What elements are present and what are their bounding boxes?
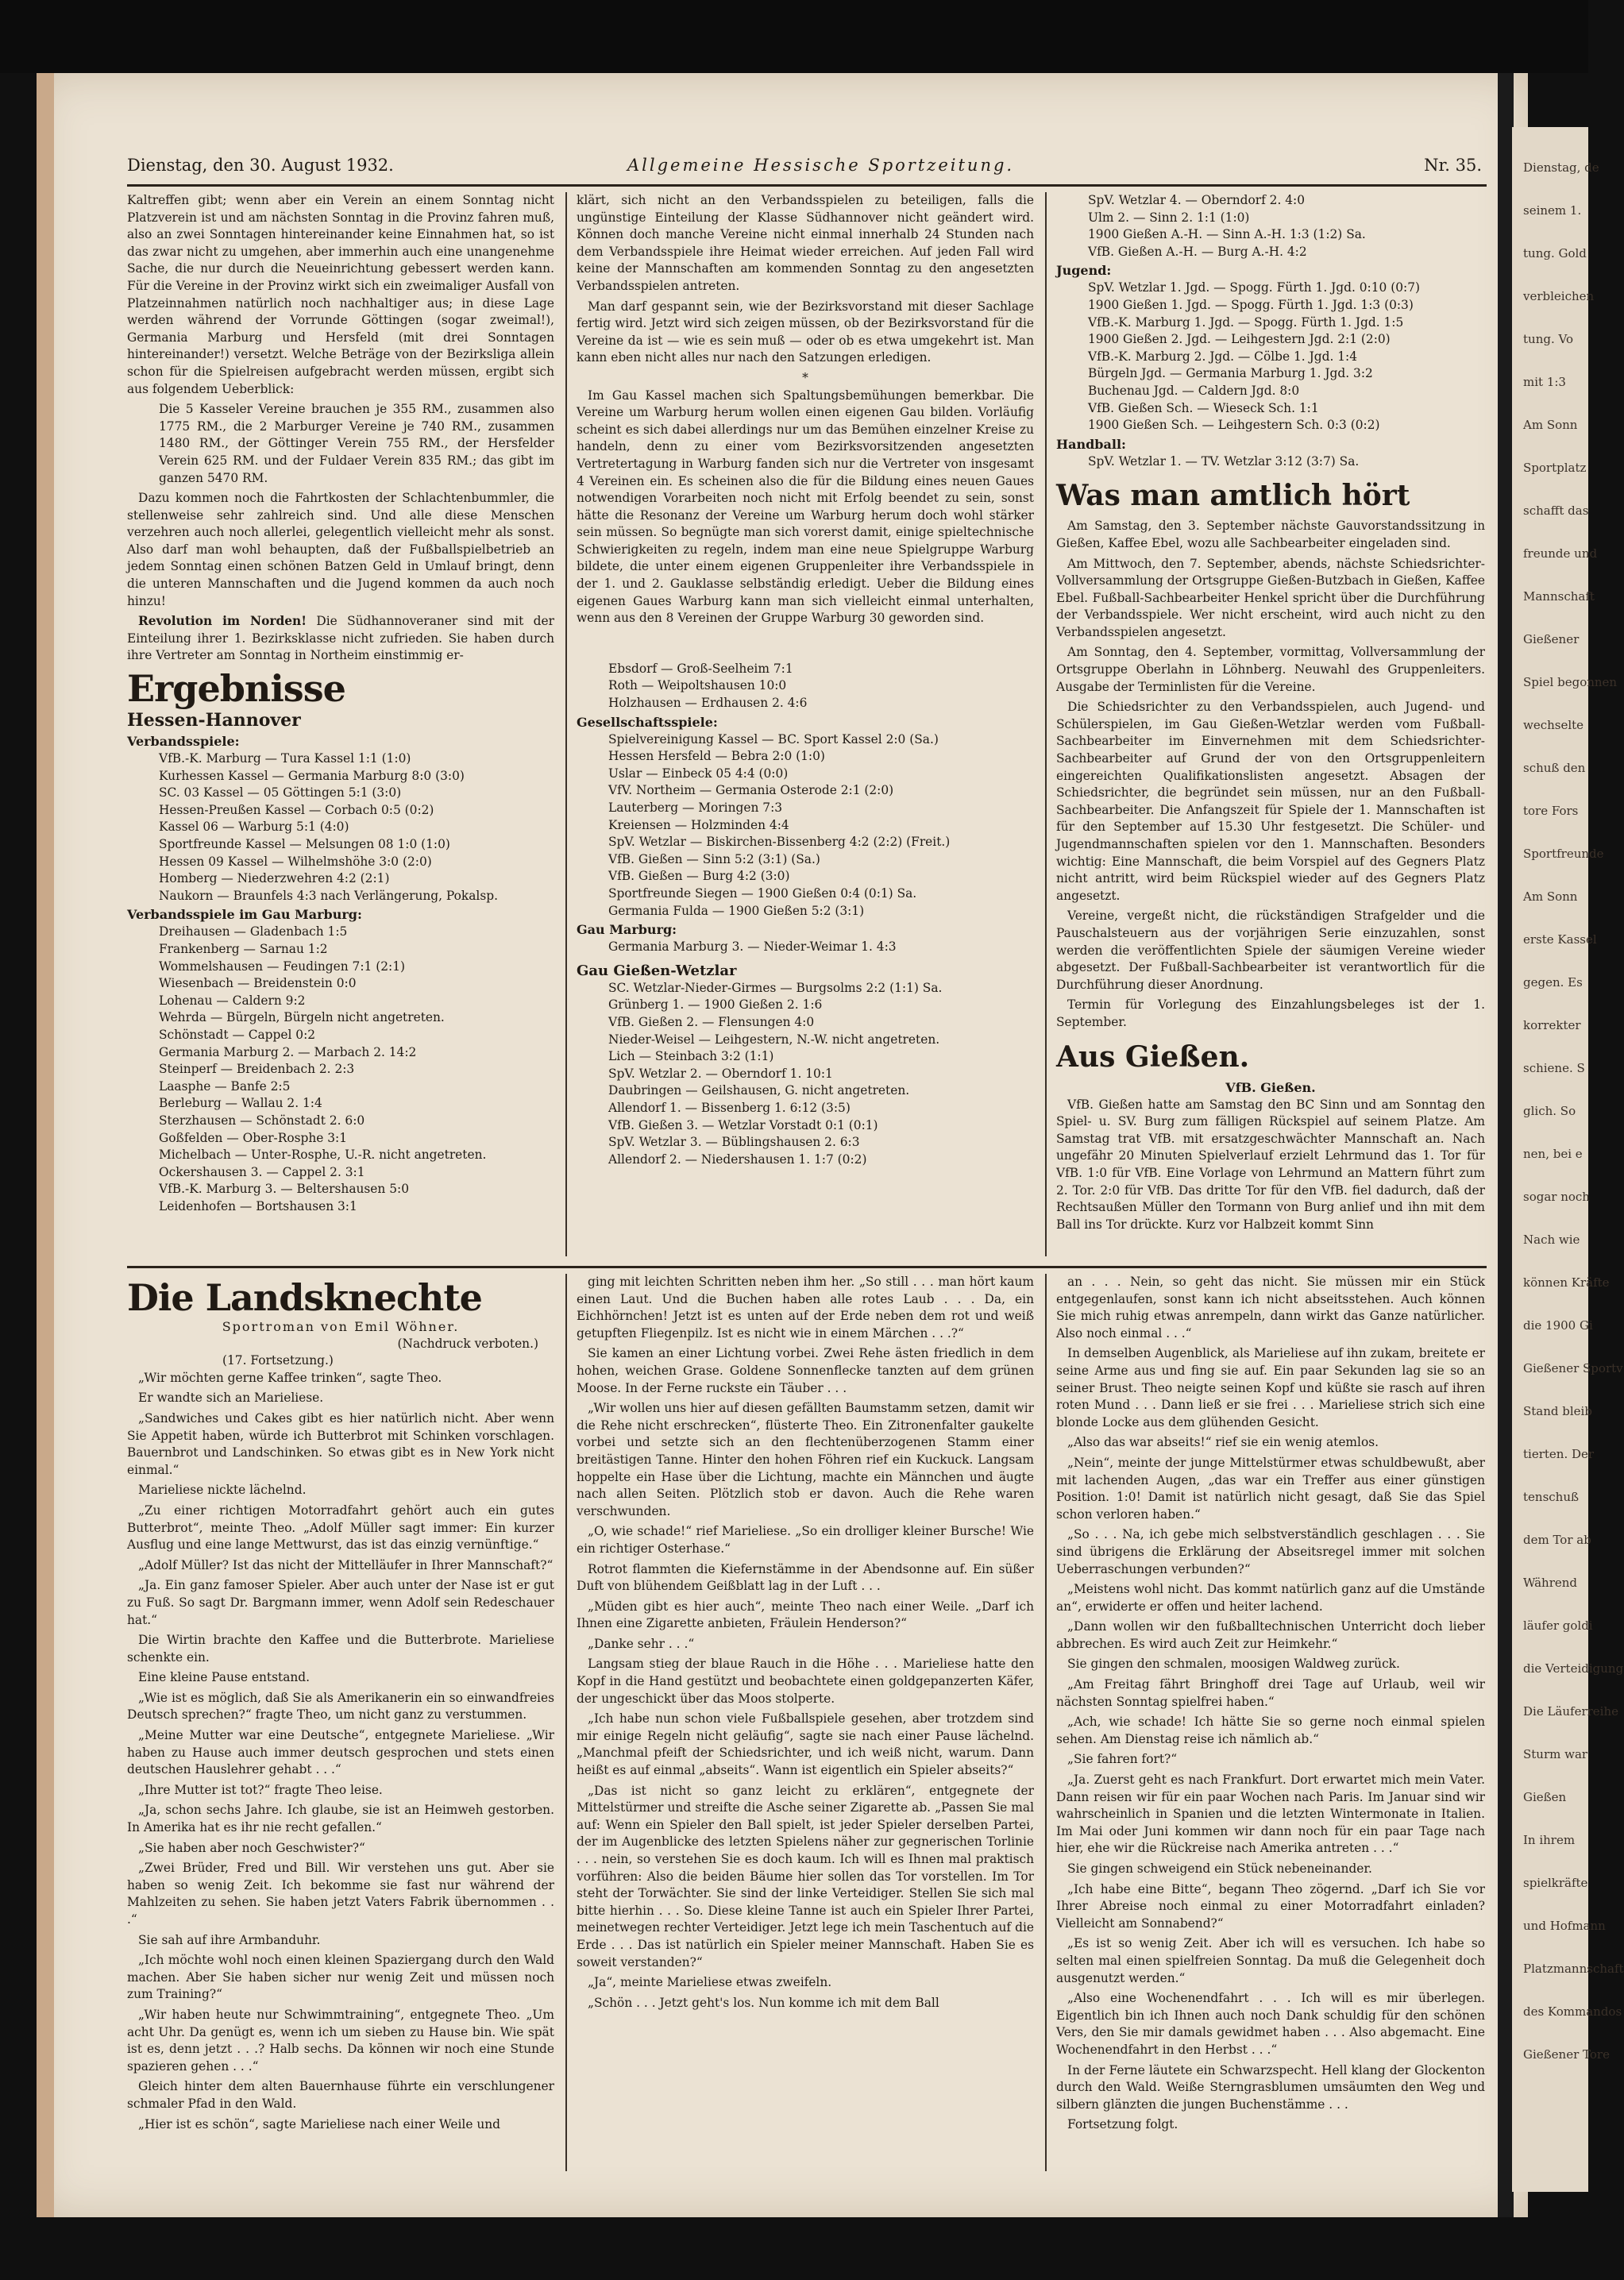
result-line: Sportfreunde Siegen — 1900 Gießen 0:4 (0:1) Sa. [608, 885, 917, 901]
novel-paragraph: „Ach, wie schade! Ich hätte Sie so gerne noch einmal spielen sehen. Am Dienstag reise ich nämlich ab.“ [1056, 1715, 1485, 1746]
novel-paragraph: „Am Freitag fährt Bringhoff drei Tage auf Urlaub, weil wir nächsten Sonntag spielfrei haben.“ [1056, 1677, 1485, 1709]
novel-paragraph: „Hier ist es schön“, sagte Marieliese nach einer Weile und [138, 2116, 501, 2131]
result-line: Uslar — Einbeck 05 4:4 (0:0) [608, 766, 789, 781]
novel-paragraph: „Wir haben heute nur Schwimmtraining“, entgegnete Theo. „Um acht Uhr. Da genügt es, wenn ich um sieben zu Hause bin. Wie spät ist es, denn jetzt . . .? Halb sechs. Da können wir noch eine Stunde spazieren gehen . . .“ [127, 2007, 554, 2074]
result-line: Wehrda — Bürgeln, Bürgeln nicht angetreten. [159, 1010, 445, 1025]
result-line: 1900 Gießen 2. Jgd. — Leihgestern Jgd. 2:1 (2:0) [1088, 332, 1391, 347]
result-line: Sportfreunde Kassel — Melsungen 08 1:0 (1:0) [159, 837, 450, 851]
novel-column-1 [127, 1274, 554, 2136]
results-subtitle: Hessen-Hannover [127, 710, 301, 731]
adjacent-page-line: tenschuß [1523, 1490, 1580, 1504]
paragraph-text: Die Südhannoveraner sind mit der Einteilung ihrer 1. Bezirksklasse nicht zufrieden. Sie haben durch ihre Vertreter am Sonntag in Northeim einstimmig er- [127, 614, 554, 663]
handball-list [1056, 453, 1485, 471]
result-line: Wiesenbach — Breidenstein 0:0 [159, 976, 357, 991]
adjacent-page-line: des Kommandos [1523, 2004, 1622, 2019]
article-paragraph: VfB. Gießen hatte am Samstag den BC Sinn und am Sonntag den Spiel- u. SV. Burg zum fälligen Rückspiel auf seinem Platze. Am Samstag trat VfB. mit ersatzgeschwächter Mannschaft an. Nach ungefähr 20 Minuten Spielverlauf erzielt Lehrmund das 1. Tor für VfB. 1:0 für VfB. Eine Vorlage von Lehrmund an Mattern führt zum 2. Tor. 2:0 für VfB. Das dritte Tor für den VfB. fiel dadurch, daß der Rechtsaußen Müller den Tormann von Burg anlief und ihn mit dem Ball ins Tor drückte. Kurz vor Halbzeit kommt Sinn [1056, 1097, 1485, 1232]
page-gutter [1498, 73, 1514, 2217]
gau-giessen-list [577, 980, 1034, 1169]
adjacent-page-line: wechselte [1523, 718, 1584, 732]
article-paragraph: klärt, sich nicht an den Verbandsspielen zu beteiligen, falls die ungünstige Einteilung der Klasse Südhannover nicht geändert wird. Können doch manche Vereine nicht einmal innerhalb 24 Stunden nach dem Verbandsspiele ihre Heimat wieder erreichen. Auf jeden Fall wird keine der Mannschaften am kommenden Sonntag zu den angesetzten Verbandsspielen antreten. [577, 193, 1034, 293]
result-line: Hessen 09 Kassel — Wilhelmshöhe 3:0 (2:0) [159, 854, 432, 869]
article-paragraph: Man darf gespannt sein, wie der Bezirksvorstand mit dieser Sachlage fertig wird. Jetzt wird sich zeigen müssen, ob der Bezirksvorstand für die Vereine da ist — wie es sein muß — oder ob es etwa umgekehrt ist. Man kann eben nicht alles nur nach den Satzungen erledigen. [577, 299, 1034, 365]
gesellschaft-label: Gesellschaftsspiele: [577, 714, 718, 730]
result-line: Schönstadt — Cappel 0:2 [159, 1027, 316, 1042]
adjacent-page-line: die 1900 Gi [1523, 1318, 1593, 1333]
result-line: Frankenberg — Sarnau 1:2 [159, 941, 328, 956]
novel-paragraph: Marieliese nickte lächelnd. [138, 1483, 307, 1498]
result-line: Naukorn — Braunfels 4:3 nach Verlängerung, Pokalsp. [159, 888, 498, 903]
article-paragraph: Im Gau Kassel machen sich Spaltungsbemühungen bemerkbar. Die Vereine um Warburg herum wollen einen eigenen Gau bilden. Vorläufig scheint es sich dabei allerdings nur um das Bemühen einzelner Kreise zu handeln, denn zu einer vom Bezirksvorsitzenden angesetzten Vertretertagung in Warburg fanden sich nur die Vertreter von insgesamt 4 Vereinen ein. Es scheinen also die für die Bildung eines neuen Gaues notwendigen Vorarbeiten noch nicht mit Erfolg beendet zu sein, sonst hätte die Resonanz der Vereine um Warburg herum doch wohl stärker sein müssen. So begnügte man sich vorerst damit, einige spieltechnische Schwierigkeiten zu regeln, indem man eine neue Spielgruppe Warburg bildete, die unter einem eigenen Gruppenleiter ihre Verbandsspiele in der 1. und 2. Gauklasse selbständig erledigt. Ueber die Bildung eines eigenen Gaues Warburg kann man sich vielleicht einmal unterhalten, wenn aus den 8 Vereinen der Gruppe Warburg 30 geworden sind. [577, 388, 1034, 626]
novel-paragraph: an . . . Nein, so geht das nicht. Sie müssen mir ein Stück entgegenlaufen, sonst kann ich nicht abseitsstehen. Auch können Sie mich ruhig etwas anrempeln, dann wirkt das Ganze natürlicher. Also noch einmal . . .“ [1056, 1275, 1485, 1341]
result-line: Kurhessen Kassel — Germania Marburg 8:0 (3:0) [159, 768, 465, 783]
adjacent-page-line: dem Tor ab [1523, 1533, 1591, 1547]
novel-paragraph: „Wir wollen uns hier auf diesen gefällten Baumstamm setzen, damit wir die Rehe nicht erschrecken“, flüsterte Theo. Ein Zitronenfalter gaukelte vorbei und setzte sich an den flechtenüberzogenen Stamm einer breitästigen Tanne. Hinter den hohen Föhren rief ein Kuckuck. Langsam hoppelte ein Hase über die Lichtung, machte ein Männchen und äugte nach allen Seiten. Plötzlich stob er davon. Auch die Rehe waren verschwunden. [577, 1401, 1034, 1518]
adjacent-page-line: Dienstag, de [1523, 160, 1599, 175]
adjacent-page-line: Gießen [1523, 1790, 1567, 1804]
result-line: VfB. Gießen Sch. — Wieseck Sch. 1:1 [1088, 400, 1319, 415]
novel-paragraph: Fortsetzung folgt. [1067, 2117, 1178, 2132]
page-header [127, 156, 1487, 183]
novel-text [1056, 1274, 1485, 2134]
novel-paragraph: Er wandte sich an Marieliese. [138, 1391, 324, 1406]
novel-paragraph: „Das ist nicht so ganz leicht zu erklären“, entgegnete der Mittelstürmer und streifte die Asche seiner Zigarette ab. „Passen Sie mal auf: Wenn ein Spieler den Ball spielt, ist jeder Spieler derselben Partei, der im Augenblicke des letzten Spielens näher zur gegnerischen Torlinie . . . nein, so verstehen Sie es doch kaum. Ich will es Ihnen mal praktisch vorführen: Also die beiden Bäume hier sollen das Tor vorstellen. Im Tor steht der Torwächter. Sie sind der linke Verteidiger. Stellen Sie sich mal bitte hierhin . . . So. Diese kleine Tanne ist auch ein Spieler Ihrer Partei, meinetwegen rechter Verteidiger. Jetzt lege ich mein Taschentuch auf die Erde . . . Das ist natürlich ein Spieler meiner Mannschaft. Haben Sie es soweit verstanden?“ [577, 1783, 1034, 1969]
adjacent-page-line: tung. Gold [1523, 246, 1587, 260]
result-line: Germania Fulda — 1900 Gießen 5:2 (3:1) [608, 903, 865, 918]
adjacent-page-line: glich. So [1523, 1104, 1576, 1118]
article-paragraph: Die Schiedsrichter zu den Verbandsspielen, auch Jugend- und Schülerspielen, im Gau Gießen-Wetzlar werden vom Fußball-Sachbearbeiter im Einvernehmen mit dem Schiedsrichter-Sachbearbeiter auf Grund der von den Ortsgruppenleitern eingereichten Qualifikationslisten angesetzt. Absagen der Schiedsrichter, die begründet sein müssen, nur an den Fußball-Sachbearbeiter. Die Anfangszeit für Spiele der 1. Mannschaften ist für den September auf 15.30 Uhr festgesetzt. Die Schüler- und Jugendmannschaften spielen vor den 1. Mannschaften. Besonders wichtig: Eine Mannschaft, die beim Vorspiel auf des Gegners Platz nicht antritt, wird beim Rückspiel wieder auf des Gegners Platz angesetzt. [1056, 700, 1485, 903]
adjacent-page-line: mit 1:3 [1523, 375, 1566, 389]
adjacent-page-text [1512, 127, 1624, 2063]
novel-paragraph: Sie kamen an einer Lichtung vorbei. Zwei Rehe ästen friedlich in dem hohen, weichen Grase. Goldene Sonnenflecke tanzten auf dem grünen Moose. In der Ferne ruckste ein Täuber . . . [577, 1346, 1034, 1395]
adjacent-page-line: tore Fors [1523, 804, 1579, 818]
article-paragraph: Kaltreffen gibt; wenn aber ein Verein an einem Sonntag nicht Platzverein ist und am nächsten Sonntag in die Provinz fahren muß, also an zwei Sonntagen hintereinander keine Einnahmen hat, so ist das zwar nicht zu umgehen, aber immerhin auch eine unangenehme Sache, die nur durch die Neueinrichtung gebessert werden kann. Für die Vereine in der Provinz wirkt sich ein zweimaliger Ausfall von Platzeinnahmen natürlich noch nachhaltiger aus; in diese Lage werden während der Vorrunde Göttingen (sogar zweimal!), Germania Marburg und Hersfeld (mit drei Sonntagen hintereinander!) versetzt. Welche Beträge von der Bezirksliga allein schon für die Spielreisen aufgebracht werden müssen, ergibt sich aus folgendem Ueberblick: [127, 193, 554, 396]
novel-paragraph: „Also eine Wochenendfahrt . . . Ich will es mir überlegen. Eigentlich bin ich Ihnen auch noch Dank schuldig für den schönen Vers, den Sie mir damals gewidmet haben . . . Also abgemacht. Eine Wochenendfahrt in den Herbst . . .“ [1056, 1991, 1485, 2057]
adjacent-page-line: Gießener Sportv [1523, 1361, 1623, 1375]
result-line: Kreiensen — Holzminden 4:4 [608, 817, 789, 832]
result-line: Daubringen — Geilshausen, G. nicht angetreten. [608, 1083, 910, 1098]
adjacent-page-line: erste Kassel [1523, 932, 1597, 947]
adjacent-page-line: läufer goldi [1523, 1618, 1593, 1633]
novel-byline: Sportroman von Emil Wöhner. [222, 1319, 460, 1334]
novel-paragraph: „Sandwiches und Cakes gibt es hier natürlich nicht. Aber wenn Sie Appetit haben, würde ich Butterbrot mit Schinken vorschlagen. Bauernbrot und Landschinken. So etwas gibt es in New York nicht einmal.“ [127, 1410, 554, 1477]
result-line: SpV. Wetzlar 3. — Büblingshausen 2. 6:3 [608, 1135, 860, 1150]
result-line: VfB. Gießen 2. — Flensungen 4:0 [608, 1014, 815, 1029]
novel-paragraph: In demselben Augenblick, als Marieliese auf ihn zukam, breitete er seine Arme aus und fing sie auf. Ein paar Sekunden lag sie so an seiner Brust. Theo neigte seinen Kopf und küßte sie rasch auf ihren roten Mund . . . Dann ließ er sie frei . . . Marieliese strich sich eine blonde Locke aus dem glühenden Gesicht. [1056, 1346, 1485, 1429]
column-rule [565, 192, 567, 1256]
novel-column-2 [577, 1274, 1034, 2015]
novel-paragraph: „Nein“, meinte der junge Mittelstürmer etwas schuldbewußt, aber mit lachenden Augen, „das war ein Treffer aus einer günstigen Position. 1:0! Damit ist natürlich nicht gesagt, daß Sie das Spiel schon verloren haben.“ [1056, 1455, 1485, 1522]
column-1-top [127, 192, 554, 1215]
adjacent-page-line: Am Sonn [1523, 418, 1578, 432]
adjacent-page-line: schiene. S [1523, 1061, 1585, 1075]
result-line: SpV. Wetzlar 1. Jgd. — Spogg. Fürth 1. Jgd. 0:10 (0:7) [1088, 280, 1420, 295]
adjacent-page-line: schafft das [1523, 503, 1589, 518]
result-line: SpV. Wetzlar 1. — TV. Wetzlar 3:12 (3:7) Sa. [1088, 453, 1360, 469]
novel-paragraph: „Ich habe nun schon viele Fußballspiele gesehen, aber trotzdem sind mir einige Regeln nicht geläufig“, sagte sie nach einer Pause lächelnd. „Manchmal pfeift der Schiedsrichter, und ich weiß nicht, warum. Dann heißt es auf einmal „abseits“. Wann ist eigentlich ein Spieler abseits?“ [577, 1711, 1034, 1778]
result-line: Homberg — Niederzwehren 4:2 (2:1) [159, 871, 390, 886]
novel-text [127, 1370, 554, 2133]
adjacent-page-line: Spiel begonnen [1523, 675, 1618, 689]
novel-paragraph: Eine kleine Pause entstand. [138, 1670, 311, 1685]
adjacent-page-line: Platzmannschaft [1523, 1962, 1624, 1976]
adjacent-page-line: Nach wie [1523, 1233, 1580, 1247]
novel-paragraph: „Schön . . . Jetzt geht's los. Nun komme ich mit dem Ball [588, 1995, 939, 2010]
novel-paragraph: Sie gingen den schmalen, moosigen Waldweg zurück. [1067, 1657, 1400, 1672]
novel-paragraph: „Ich möchte wohl noch einen kleinen Spaziergang durch den Wald machen. Aber Sie haben sicher nur wenig Zeit und müssen noch zum Training?“ [127, 1953, 554, 2002]
result-line: VfV. Northeim — Germania Osterode 2:1 (2:0) [608, 783, 894, 798]
adjacent-page-line: seinem 1. [1523, 203, 1582, 218]
result-line: Hessen Hersfeld — Bebra 2:0 (1:0) [608, 749, 825, 764]
adjacent-page-line: tung. Vo [1523, 332, 1573, 346]
novel-paragraph: „Sie fahren fort?“ [1067, 1752, 1178, 1767]
result-line: VfB. Gießen — Sinn 5:2 (3:1) (Sa.) [608, 851, 820, 866]
article-paragraph: Am Mittwoch, den 7. September, abends, nächste Schiedsrichter-Vollversammlung der Ortsgruppe Gießen-Butzbach in Gießen, Kaffee Ebel. Fußball-Sachbearbeiter Henkel spricht über die Durchführung der Verbandsspiele. Wer nicht erscheint, wird auch nicht zu den Verbandsspielen angesetzt. [1056, 556, 1485, 639]
scanner-border [0, 0, 1588, 73]
result-line: Ockershausen 3. — Cappel 2. 3:1 [159, 1164, 365, 1179]
result-line: Dreihausen — Gladenbach 1:5 [159, 924, 348, 939]
adjacent-page-line: In ihrem [1523, 1833, 1576, 1847]
gau-giessen-label: Gau Gießen-Wetzlar [577, 962, 737, 979]
results-col3-list [1056, 192, 1485, 260]
result-line: Ulm 2. — Sinn 2. 1:1 (1:0) [1088, 210, 1250, 225]
result-line: Roth — Weipoltshausen 10:0 [608, 678, 787, 693]
result-line: Nieder-Weisel — Leihgestern, N.-W. nicht angetreten. [608, 1032, 940, 1047]
novel-paragraph: ging mit leichten Schritten neben ihm her. „So still . . . man hört kaum einen Laut. Und die Buchen haben alle rotes Laub . . . Da, ein Eichhörnchen! Jetzt ist es unten auf der Erde neben dem rot und weiß getupften Fliegenpilz. Ist es nicht wie in einem Märchen . . .?“ [577, 1275, 1034, 1341]
novel-paragraph: „Also das war abseits!“ rief sie ein wenig atemlos. [1067, 1435, 1379, 1450]
adjacent-page-line: korrekter [1523, 1018, 1581, 1032]
result-line: 1900 Gießen A.-H. — Sinn A.-H. 1:3 (1:2) Sa. [1088, 227, 1366, 242]
novel-paragraph: „Wie ist es möglich, daß Sie als Amerikanerin ein so einwandfreies Deutsch sprechen?“ fragte Theo, um nicht ganz zu verstummen. [127, 1690, 554, 1723]
column-3-top [1056, 192, 1485, 1236]
result-line: Goßfelden — Ober-Rosphe 3:1 [159, 1130, 348, 1145]
result-line: Allendorf 2. — Niedershausen 1. 1:7 (0:2) [608, 1152, 867, 1167]
result-line: Grünberg 1. — 1900 Gießen 2. 1:6 [608, 997, 823, 1013]
result-line: VfB. Gießen 3. — Wetzlar Vorstadt 0:1 (0:1) [608, 1117, 878, 1132]
result-line: Bürgeln Jgd. — Germania Marburg 1. Jgd. 3:2 [1088, 366, 1373, 381]
adjacent-page-line: Die Läuferreihe [1523, 1704, 1619, 1719]
giessen-title: Aus Gießen. [1056, 1040, 1250, 1074]
novel-paragraph: „Ja, schon sechs Jahre. Ich glaube, sie ist an Heimweh gestorben. In Amerika hat es ihr nie recht gefallen.“ [127, 1803, 554, 1835]
novel-paragraph: „So . . . Na, ich gebe mich selbstverständlich geschlagen . . . Sie sind übrigens die Erklärung der Abseitsregel immer mit solchen Ueberraschungen verbunden?“ [1056, 1527, 1485, 1576]
result-line: SC. 03 Kassel — 05 Göttingen 5:1 (3:0) [159, 785, 402, 801]
adjacent-page-line: Sportplatz [1523, 461, 1587, 475]
novel-paragraph: „Zu einer richtigen Motorradfahrt gehört auch ein gutes Butterbrot“, meinte Theo. „Adolf Müller sagt immer: Ein kurzer Ausflug und eine lange Mettwurst, das ist das einzig vernünftige.“ [127, 1503, 554, 1553]
gau-marburg-2-list [577, 939, 1034, 956]
novel-paragraph: Langsam stieg der blaue Rauch in die Höhe . . . Marieliese hatte den Kopf in die Hand gestützt und beobachtete einen goldgepanzerten Käfer, der ungeschickt über das Moos stolperte. [577, 1657, 1034, 1706]
novel-paragraph: Die Wirtin brachte den Kaffee und die Butterbrote. Marieliese schenkte ein. [127, 1633, 554, 1665]
result-line: Buchenau Jgd. — Caldern Jgd. 8:0 [1088, 383, 1300, 398]
header-issue: Nr. 35. [1424, 156, 1482, 175]
novel-paragraph: „Zwei Brüder, Fred und Bill. Wir verstehen uns gut. Aber sie haben so wenig Zeit. Ich bekomme sie fast nur während der Mahlzeiten zu sehen. Sie haben jetzt Vaters Fabrik übernommen . . .“ [127, 1861, 554, 1927]
jugend-list [1056, 280, 1485, 434]
novel-paragraph: Gleich hinter dem alten Bauernhause führte ein verschlungener schmaler Pfad in den Wald. [127, 2079, 554, 2111]
novel-paragraph: „Meistens wohl nicht. Das kommt natürlich ganz auf die Umstände an“, erwiderte er offen und heiter lachend. [1056, 1582, 1485, 1614]
novel-paragraph: „Dann wollen wir den fußballtechnischen Unterricht doch lieber abbrechen. Es wird auch Zeit zur Heimkehr.“ [1056, 1619, 1485, 1651]
gesellschaft-list [577, 731, 1034, 920]
novel-paragraph: „O, wie schade!“ rief Marieliese. „So ein drolliger kleiner Bursche! Wie ein richtiger Osterhase.“ [577, 1524, 1034, 1556]
novel-paragraph: „Adolf Müller? Ist das nicht der Mittelläufer in Ihrer Mannschaft?“ [138, 1557, 554, 1572]
novel-column-3 [1056, 1274, 1485, 2137]
article-paragraph [127, 613, 554, 665]
adjacent-page-line: sogar noch [1523, 1190, 1590, 1204]
result-line: Spielvereinigung Kassel — BC. Sport Kassel 2:0 (Sa.) [608, 731, 939, 746]
novel-paragraph: „Ja“, meinte Marieliese etwas zweifeln. [588, 1975, 832, 1990]
result-line: SC. Wetzlar-Nieder-Girmes — Burgsolms 2:2 (1:1) Sa. [608, 980, 943, 995]
adjacent-page-line: Während [1523, 1576, 1578, 1590]
result-line: SpV. Wetzlar 4. — Oberndorf 2. 4:0 [1088, 193, 1306, 207]
novel-title: Die Landsknechte [127, 1276, 482, 1319]
adjacent-page-line: Sportfreunde [1523, 847, 1604, 861]
adjacent-page-line: Gießener [1523, 632, 1580, 646]
result-line: VfB.-K. Marburg — Tura Kassel 1:1 (1:0) [159, 751, 411, 766]
result-line: Allendorf 1. — Bissenberg 1. 6:12 (3:5) [608, 1100, 851, 1115]
result-line: VfB. Gießen — Burg 4:2 (3:0) [608, 869, 790, 884]
article-paragraph: Termin für Vorlegung des Einzahlungsbeleges ist der 1. September. [1056, 997, 1485, 1029]
novel-paragraph: „Danke sehr . . .“ [588, 1636, 695, 1651]
result-line: 1900 Gießen 1. Jgd. — Spogg. Fürth 1. Jgd. 1:3 (0:3) [1088, 297, 1414, 312]
section-divider: * [802, 370, 808, 385]
result-line: Germania Marburg 3. — Nieder-Weimar 1. 4:3 [608, 939, 897, 955]
article-paragraph: Die 5 Kasseler Vereine brauchen je 355 RM., zusammen also 1775 RM., die 2 Marburger Vereine je 740 RM., zusammen 1480 RM., der Göttinger Verein 755 RM., der Hersfelder Verein 625 RM. und der Fuldaer Verein 835 RM.; das gibt im ganzen 5470 RM. [159, 402, 554, 485]
header-date: Dienstag, den 30. August 1932. [127, 156, 394, 175]
result-line: Laasphe — Banfe 2:5 [159, 1078, 291, 1094]
novel-paragraph: „Es ist so wenig Zeit. Aber ich will es versuchen. Ich habe so selten mal einen spielfreien Sonntag. Da muß die Gelegenheit doch ausgenutzt werden.“ [1056, 1936, 1485, 1985]
amtlich-title: Was man amtlich hört [1056, 479, 1410, 513]
novel-rights: (Nachdruck verboten.) [397, 1336, 538, 1351]
adjacent-page-line: Sturm war [1523, 1747, 1588, 1761]
result-line: SpV. Wetzlar — Biskirchen-Bissenberg 4:2 (2:2) (Freit.) [608, 835, 951, 850]
jugend-label: Jugend: [1056, 263, 1112, 279]
column-rule [565, 1274, 567, 2171]
novel-part: (17. Fortsetzung.) [222, 1353, 334, 1368]
adjacent-page-line: Mannschaft [1523, 589, 1595, 604]
novel-paragraph: Rotrot flammten die Kiefernstämme in der Abendsonne auf. Ein süßer Duft von blühendem Geißblatt lag in der Luft . . . [577, 1561, 1034, 1594]
result-line: Sterzhausen — Schönstadt 2. 6:0 [159, 1113, 365, 1128]
gau-marburg-2-label: Gau Marburg: [577, 922, 677, 938]
adjacent-page-line: Gießener Tore [1523, 2047, 1610, 2062]
result-line: Lohenau — Caldern 9:2 [159, 993, 306, 1008]
gau-marburg-list [127, 924, 554, 1215]
article-paragraph: Vereine, vergeßt nicht, die rückständigen Strafgelder und die Pauschalsteuern aus der vorjährigen Serie einzuzahlen, sonst werden die veröffentlichten Spiele der säumigen Vereine wieder abgesetzt. Der Fußball-Sachbearbeiter ist verantwortlich für die Durchführung dieser Anordnung. [1056, 909, 1485, 992]
results-continued-list [577, 661, 1034, 712]
article-paragraph: Dazu kommen noch die Fahrtkosten der Schlachtenbummler, die stellenweise sehr zahlreich sind. Und alle diese Menschen verzehren auch noch allerlei, gelegentlich vielleicht mehr als sonst. Also darf man wohl behaupten, daß der Fußballspielbetrieb an jedem Sonntag einen schönen Batzen Geld in Umlauf bringt, denn die unteren Mannschaften und die Jugend kommen da auch noch hinzu! [127, 491, 554, 608]
article-paragraph: Am Samstag, den 3. September nächste Gauvorstandssitzung in Gießen, Kaffee Ebel, wozu alle Sachbearbeiter eingeladen sind. [1056, 519, 1485, 550]
adjacent-page-line: und Hofmann [1523, 1919, 1606, 1933]
adjacent-page [1512, 127, 1624, 2192]
novel-paragraph: „Müden gibt es hier auch“, meinte Theo nach einer Weile. „Darf ich Ihnen eine Zigarette anbieten, Fräulein Henderson?“ [577, 1599, 1034, 1631]
giessen-subtitle: VfB. Gießen. [1225, 1079, 1316, 1095]
result-line: Ebsdorf — Groß-Seelheim 7:1 [608, 661, 793, 676]
result-line: Wommelshausen — Feudingen 7:1 (2:1) [159, 959, 405, 974]
column-2-top [577, 192, 1034, 1168]
result-line: Holzhausen — Erdhausen 2. 4:6 [608, 696, 808, 711]
adjacent-page-line: freunde und [1523, 546, 1598, 561]
result-line: SpV. Wetzlar 2. — Oberndorf 1. 10:1 [608, 1066, 833, 1081]
handball-label: Handball: [1056, 436, 1126, 452]
header-title: Allgemeine Hessische Sportzeitung. [627, 156, 1015, 175]
adjacent-page-line: gegen. Es [1523, 975, 1583, 990]
adjacent-page-line: Stand bleib [1523, 1404, 1592, 1418]
adjacent-page-line: können Kräfte [1523, 1275, 1610, 1290]
section-rule [127, 1266, 1487, 1268]
paragraph-lead: Revolution im Norden! [138, 614, 307, 629]
gau-marburg-label: Verbandsspiele im Gau Marburg: [127, 907, 362, 923]
verbandsspiele-label: Verbandsspiele: [127, 734, 240, 750]
result-line: VfB. Gießen A.-H. — Burg A.-H. 4:2 [1088, 244, 1307, 259]
adjacent-page-line: schuß den [1523, 761, 1586, 775]
verbandsspiele-list [127, 750, 554, 905]
novel-paragraph: In der Ferne läutete ein Schwarzspecht. Hell klang der Glockenton durch den Wald. Weiße Sterngrasblumen umsäumten den Weg und silbern glänzten die jungen Buchenstämme . . . [1056, 2062, 1485, 2112]
result-line: Lich — Steinbach 3:2 (1:1) [608, 1049, 774, 1064]
novel-paragraph: „Ja. Zuerst geht es nach Frankfurt. Dort erwartet mich mein Vater. Dann reisen wir für ein paar Wochen nach Paris. Im Januar sind wir wahrscheinlich in Spanien und die letzten Wintermonate in Italien. Im Mai oder Juni kommen wir dann noch für ein paar Tage nach hier, ehe wir die Rückreise nach Amerika antreten . . .“ [1056, 1773, 1485, 1856]
adjacent-page-line: tierten. Der [1523, 1447, 1595, 1461]
adjacent-page-line: spielkräfte [1523, 1876, 1588, 1890]
novel-paragraph: Sie sah auf ihre Armbanduhr. [138, 1932, 321, 1947]
result-line: Kassel 06 — Warburg 5:1 (4:0) [159, 820, 349, 835]
adjacent-page-line: Am Sonn [1523, 889, 1578, 904]
article-paragraph: Am Sonntag, den 4. September, vormittag, Vollversammlung der Ortsgruppe Oberlahn in Löhnberg. Neuwahl des Gruppenleiters. Ausgabe der Terminlisten für die Vereine. [1056, 645, 1485, 694]
result-line: VfB.-K. Marburg 1. Jgd. — Spogg. Fürth 1. Jgd. 1:5 [1088, 314, 1404, 330]
novel-paragraph: „Ihre Mutter ist tot?“ fragte Theo leise. [138, 1782, 383, 1797]
novel-paragraph: Sie gingen schweigend ein Stück nebeneinander. [1067, 1861, 1372, 1876]
result-line: Lauterberg — Moringen 7:3 [608, 801, 783, 815]
page-edge [37, 73, 54, 2217]
result-line: Leidenhofen — Bortshausen 3:1 [159, 1198, 357, 1213]
result-line: Germania Marburg 2. — Marbach 2. 14:2 [159, 1044, 417, 1059]
result-line: Berleburg — Wallau 2. 1:4 [159, 1096, 322, 1111]
novel-text [577, 1274, 1034, 2012]
column-rule [1045, 1274, 1047, 2171]
novel-paragraph: „Ja. Ein ganz famoser Spieler. Aber auch unter der Nase ist er gut zu Fuß. So sagt Dr. Bargmann immer, wenn Adolf sein Redeschauer hat.“ [127, 1578, 554, 1627]
result-line: Steinperf — Breidenbach 2. 2:3 [159, 1062, 355, 1077]
adjacent-page-line: nen, bei e [1523, 1147, 1583, 1161]
header-rule [127, 184, 1487, 187]
novel-paragraph: „Meine Mutter war eine Deutsche“, entgegnete Marieliese. „Wir haben zu Hause auch immer deutsch gesprochen und stets einen deutschen Hauslehrer gehabt . . .“ [127, 1728, 554, 1777]
adjacent-page-line: die Verteidigung [1523, 1661, 1624, 1676]
results-title: Ergebnisse [127, 667, 345, 711]
result-line: VfB.-K. Marburg 2. Jgd. — Cölbe 1. Jgd. 1:4 [1088, 349, 1357, 364]
novel-paragraph: „Wir möchten gerne Kaffee trinken“, sagte Theo. [138, 1370, 442, 1385]
result-line: Michelbach — Unter-Rosphe, U.-R. nicht angetreten. [159, 1148, 487, 1163]
result-line: Hessen-Preußen Kassel — Corbach 0:5 (0:2) [159, 802, 434, 817]
result-line: VfB.-K. Marburg 3. — Beltershausen 5:0 [159, 1182, 409, 1197]
result-line: 1900 Gießen Sch. — Leihgestern Sch. 0:3 (0:2) [1088, 418, 1380, 433]
column-rule [1045, 192, 1047, 1256]
novel-paragraph: „Ich habe eine Bitte“, begann Theo zögernd. „Darf ich Sie vor Ihrer Abreise noch einmal zu einer Motorradfahrt einladen? Vielleicht am Sonnabend?“ [1056, 1881, 1485, 1931]
adjacent-page-line: verbleichen [1523, 289, 1595, 303]
novel-paragraph: „Sie haben aber noch Geschwister?“ [138, 1840, 365, 1855]
